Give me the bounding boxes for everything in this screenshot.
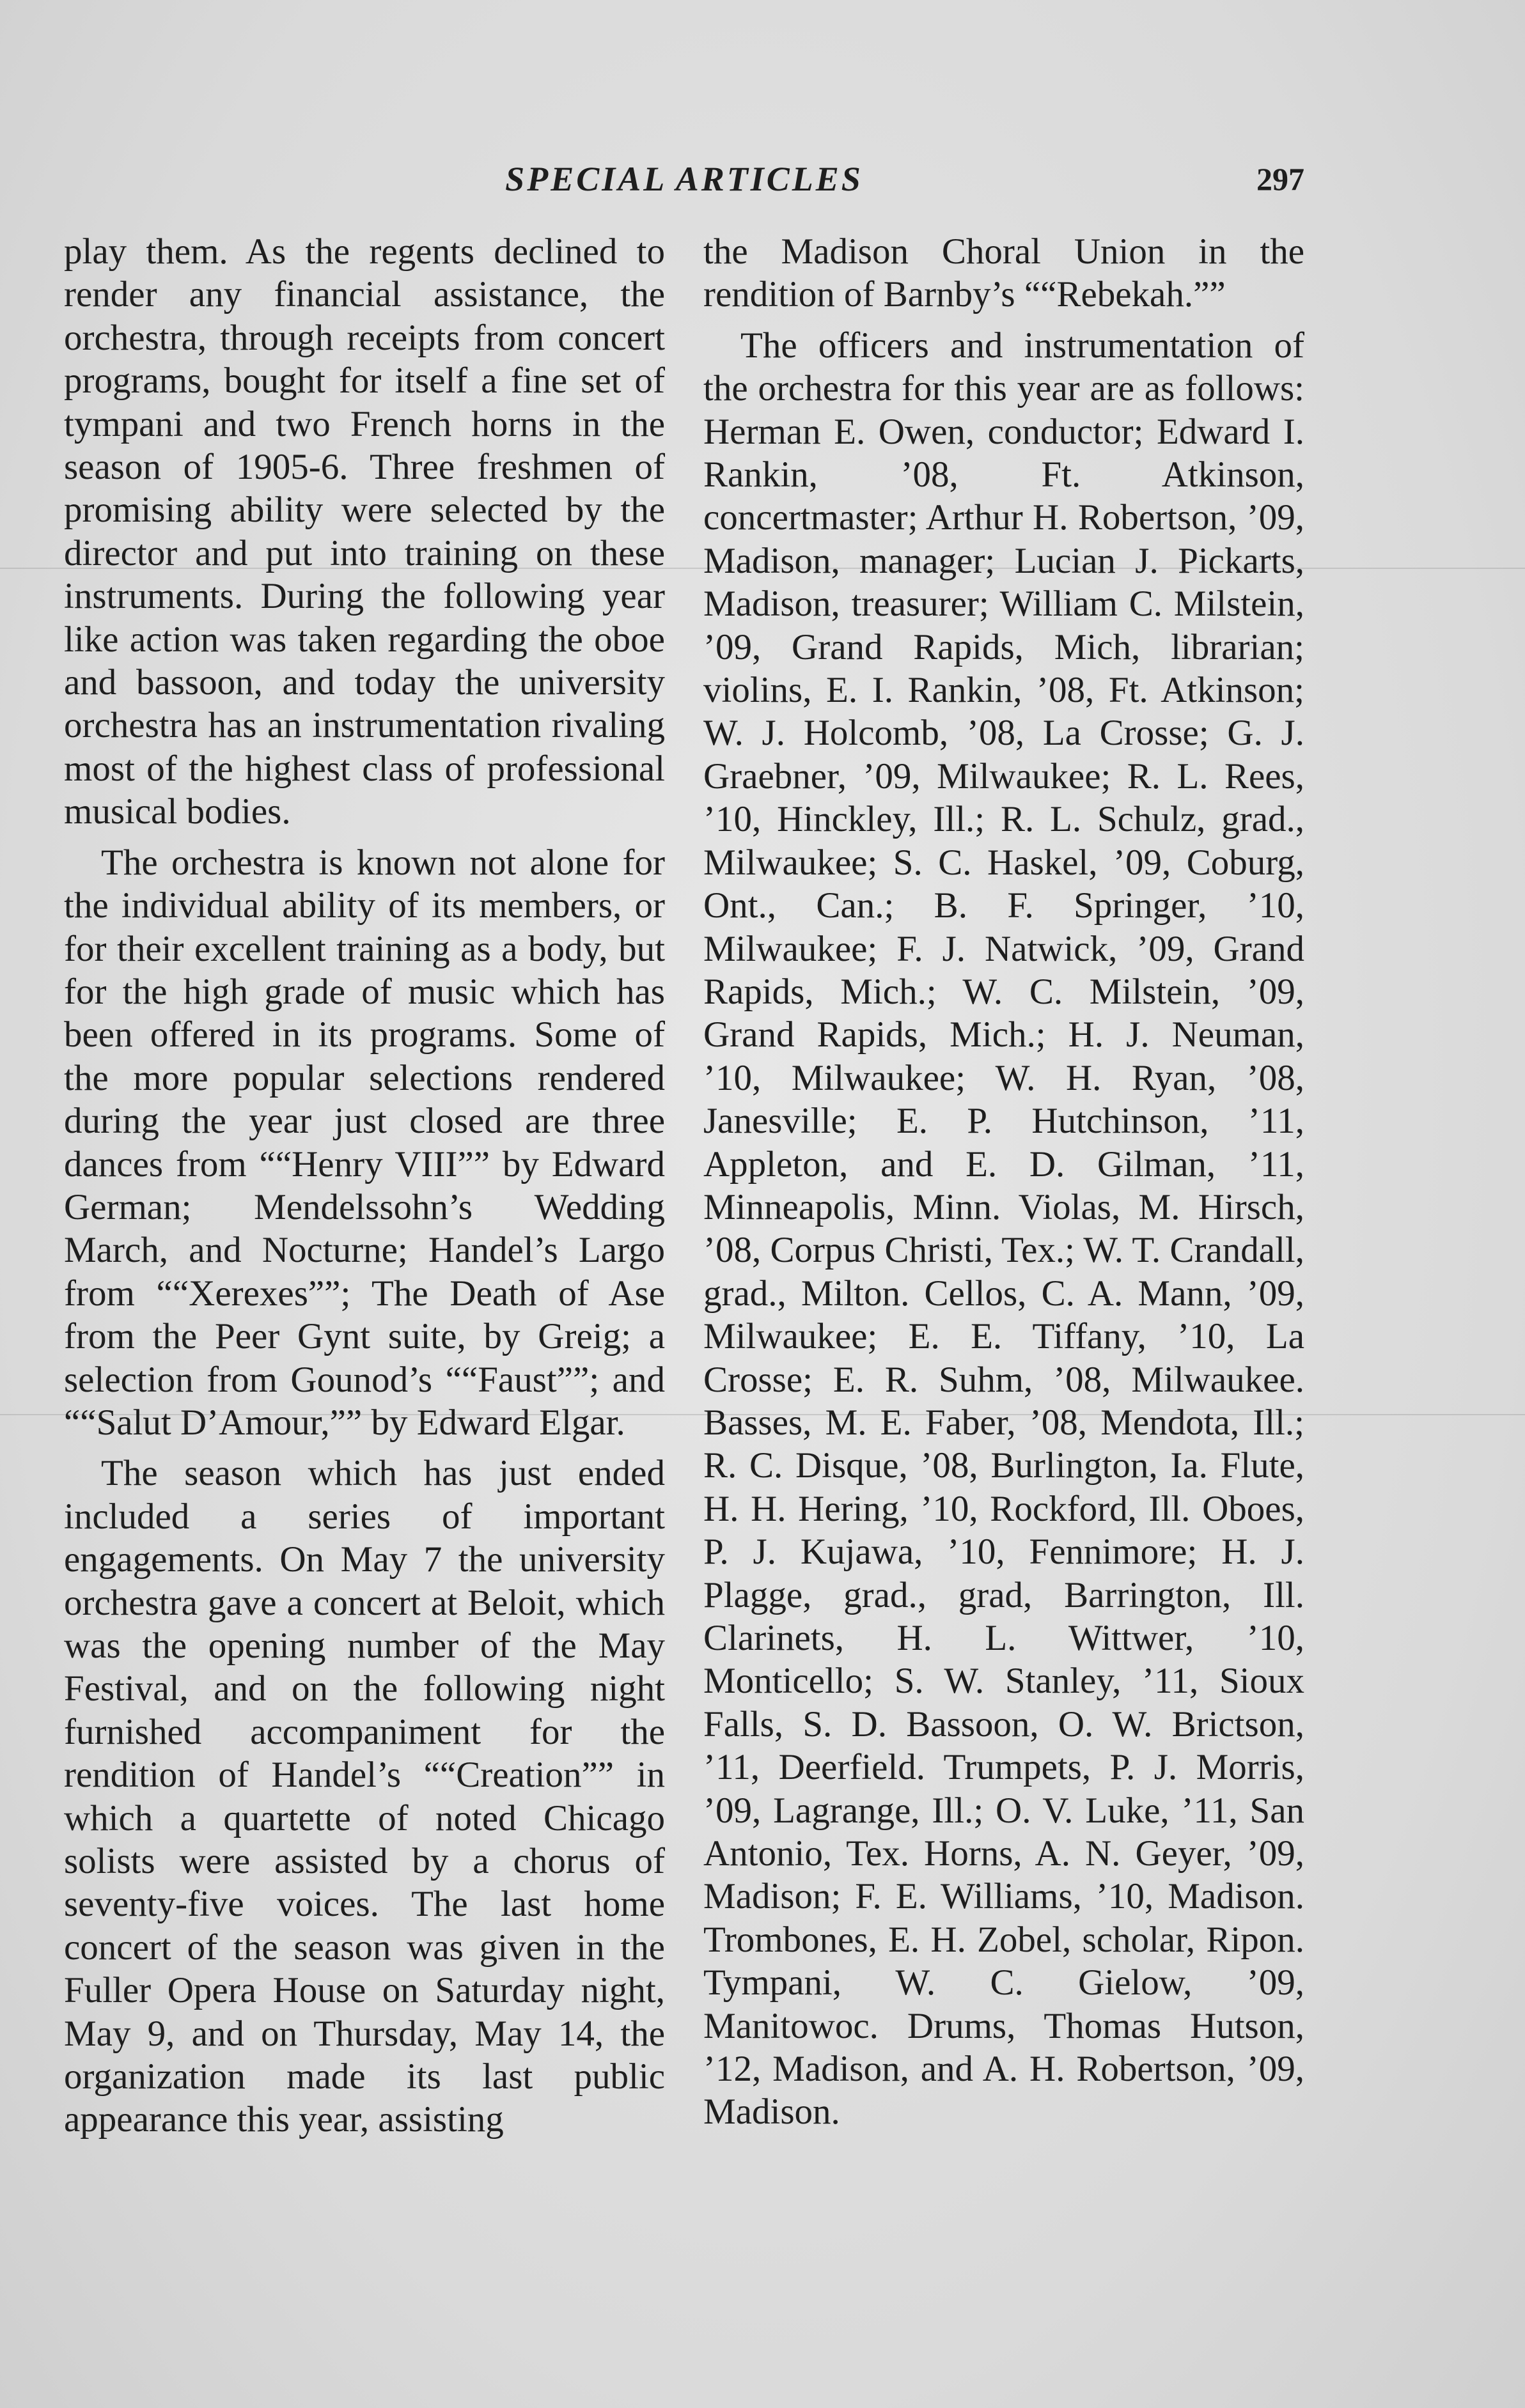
left-column (64, 230, 665, 2149)
paragraph: The orchestra is known not alone for the individual ability of its members, or for their excellent training as a body, but for the high grade of music which has been offered in its programs. Some of the more popular selections rendered during the year just closed are three dances from ““Henry VIII”” by Edward German; Mendelssohn’s Wedding March, and Nocturne; Handel’s Largo from ““Xerexes””; The Death of Ase from the Peer Gynt suite, by Greig; a selection from Gounod’s ““Faust””; and ““Salut D’Amour,”” by Edward Elgar. (64, 842, 665, 1443)
page-header (64, 150, 1304, 208)
paragraph: the Madison Choral Union in the rendition of Barnby’s ““Rebekah.”” (703, 231, 1304, 315)
paragraph: The season which has just ended included a series of important engagements. On May 7 the university orchestra gave a concert at Beloit, which was the opening number of the May Festival, and on the following night furnished accompaniment for the rendition of Handel’s ““Creation”” in which a quartette of noted Chicago solists were assisted by a chorus of seventy-five voices. The last home concert of the season was given in the Fuller Opera House on Saturday night, May 9, and on Thursday, May 14, the organization made its last public appearance this year, assisting (64, 1453, 665, 2140)
running-head: SPECIAL ARTICLES (505, 160, 863, 198)
paragraph: play them. As the regents declined to render any financial assistance, the orchestra, through receipts from concert programs, bought for itself a fine set of tympani and two French horns in the season of 1905-6. Three freshmen of promising ability were selected by the director and put into training on these instruments. During the following year like action was taken regarding the oboe and bassoon, and today the university orchestra has an instrumentation rivaling most of the highest class of professional musical bodies. (64, 231, 665, 832)
paragraph: The officers and instrumentation of the orchestra for this year are as follows: Herman E. Owen, conductor; Edward I. Rankin, ’08, Ft. Atkinson, concertmaster; Arthur H. Robertson, ’09, Madison, manager; Lucian J. Pickarts, Madison, treasurer; William C. Milstein, ’09, Grand Rapids, Mich, librarian; violins, E. I. Rankin, ’08, Ft. Atkinson; W. J. Holcomb, ’08, La Crosse; G. J. Graebner, ’09, Milwaukee; R. L. Rees, ’10, Hinckley, Ill.; R. L. Schulz, grad., Milwaukee; S. C. Haskel, ’09, Coburg, Ont., Can.; B. F. Springer, ’10, Milwaukee; F. J. Natwick, ’09, Grand Rapids, Mich.; W. C. Milstein, ’09, Grand Rapids, Mich.; H. J. Neuman, ’10, Milwaukee; W. H. Ryan, ’08, Janesville; E. P. Hutchinson, ’11, Appleton, and E. D. Gilman, ’11, Minneapolis, Minn. Violas, M. Hirsch, ’08, Corpus Christi, Tex.; W. T. Crandall, grad., Milton. Cellos, C. A. Mann, ’09, Milwaukee; E. E. Tiffany, ’10, La Crosse; E. R. Suhm, ’08, Milwaukee. Basses, M. E. Faber, ’08, Mendota, Ill.; R. C. Disque, ’08, Burlington, Ia. Flute, H. H. Hering, ’10, Rockford, Ill. Oboes, P. J. Kujawa, ’10, Fennimore; H. J. Plagge, grad., grad, Barrington, Ill. Clarinets, H. L. Wittwer, ’10, Monticello; S. W. Stanley, ’11, Sioux Falls, S. D. Bassoon, O. W. Brictson, ’11, Deerfield. Trumpets, P. J. Morris, ’09, Lagrange, Ill.; O. V. Luke, ’11, San Antonio, Tex. Horns, A. N. Geyer, ’09, Madison; F. E. Williams, ’10, Madison. Trombones, E. H. Zobel, scholar, Ripon. Tympani, W. C. Gielow, ’09, Manitowoc. Drums, Thomas Hutson, ’12, Madison, and A. H. Robertson, ’09, Madison. (703, 325, 1304, 2132)
page-number: 297 (1256, 161, 1304, 197)
right-column (703, 230, 1304, 2141)
